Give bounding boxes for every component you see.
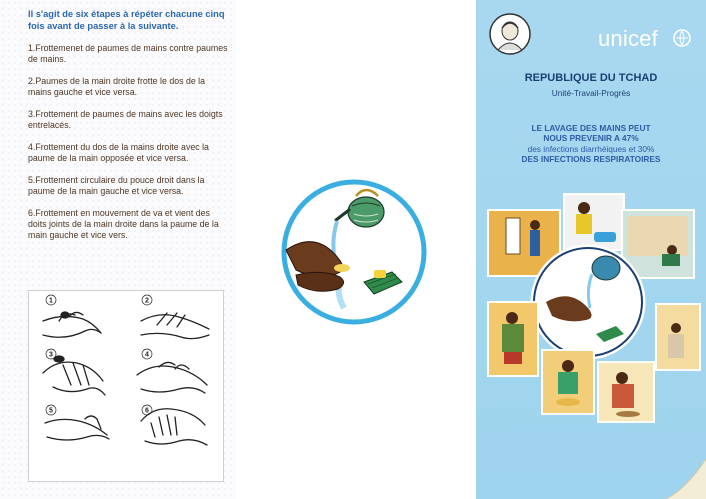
diagram-number-2: 2 (145, 297, 149, 305)
steps-list (28, 43, 228, 252)
diagram-number-4: 4 (145, 351, 149, 359)
message-line-2: NOUS PREVENIR A 47% (543, 133, 639, 144)
diagram-number-5: 5 (49, 407, 53, 415)
step-3: 3.Frottement de paumes de mains avec les doigts entrelacés. (28, 109, 223, 131)
cover-panel (476, 0, 706, 499)
diagram-number-6: 6 (145, 407, 149, 415)
step-5: 5.Frottement circulaire du pouce droit dans la paume de la main gauche et vice versa. (28, 175, 205, 197)
intro-text: Il s'agit de six étapes à répéter chacune cinq fois avant de passer à la suivante. (28, 9, 225, 32)
instructions-panel (0, 0, 236, 499)
handwashing-illustration (236, 0, 476, 499)
hand-drawings (29, 291, 223, 481)
message-line-1: LE LAVAGE DES MAINS PEUT (531, 123, 651, 133)
country-title: REPUBLIQUE DU TCHAD (524, 72, 658, 84)
unicef-logo: unicef (598, 26, 658, 51)
step-2: 2.Paumes de la main droite frotte le dos de la mains gauche et vice versa. (28, 76, 206, 98)
handwash-steps-diagram (28, 290, 224, 482)
country-motto: Unité-Travail-Progrès (551, 88, 631, 98)
step-1: 1.Frottemenet de paumes de mains contre paumes de mains. (28, 43, 228, 65)
diagram-number-1: 1 (49, 297, 53, 305)
unicef-globe-icon (672, 28, 692, 48)
key-message (488, 123, 694, 165)
diagram-number-3: 3 (49, 351, 53, 359)
step-4: 4.Frottement du dos de la mains droite avec la paume de la main opposée et vice versa. (28, 142, 209, 164)
center-panel (236, 0, 476, 499)
illustration-collage (476, 180, 706, 499)
step-6: 6.Frottement en mouvement de va et vient des doits joints de la main droite dans la paume de la main gauche et vice vers. (28, 208, 219, 241)
message-line-3: des infections diarrhéiques et 30% (527, 143, 655, 154)
message-line-4: DES INFECTIONS RESPIRATOIRES (521, 154, 661, 165)
portrait-seal-icon (488, 12, 532, 56)
